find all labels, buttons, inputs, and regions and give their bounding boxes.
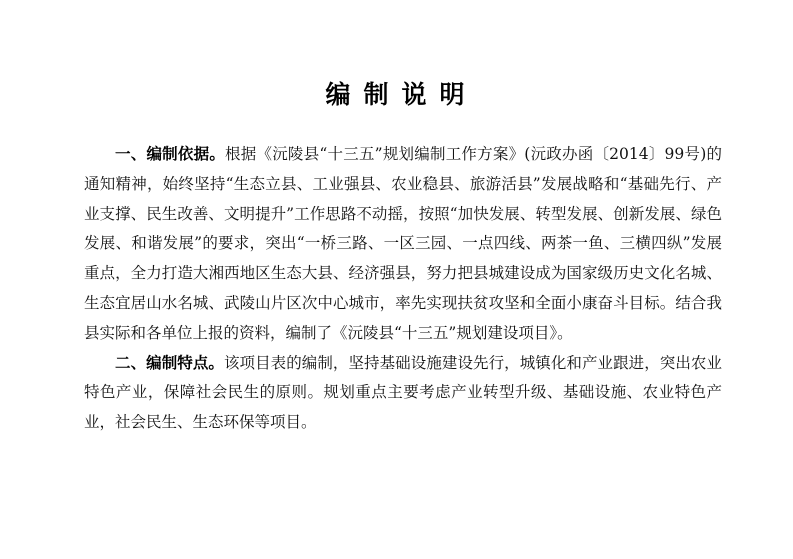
section-features-text: 该项目表的编制，坚持基础设施建设先行，城镇化和产业跟进，突出农业特色产业，保障社会民生的原则。规划重点主要考虑产业转型升级、基础设施、农业特色产业，社会民生、生态环保等项目。 [84,353,722,432]
section-basis-paragraph [84,140,722,349]
section-features-paragraph [84,349,722,438]
section-basis-text: 根据《沅陵县“十三五”规划编制工作方案》(沅政办函〔2014〕99号)的通知精神，始终坚持“生态立县、工业强县、农业稳县、旅游活县”发展战略和“基础先行、产业支撑、民生改善、文明提升”工作思路不动摇，按照“加快发展、转型发展、创新发展、绿色发展、和谐发展”的要求，突出“一桥三路、一区三园、一点四线、两茶一鱼、三横四纵”发展重点，全力打造大湘西地区生态大县、经济强县，努力把县城建设成为国家级历史文化名城、生态宜居山水名城、武陵山片区次中心城市，率先实现扶贫攻坚和全面小康奋斗目标。结合我县实际和各单位上报的资料，编制了《沅陵县“十三五”规划建设项目》。 [84,145,722,342]
section-features-heading: 二、编制特点。 [115,353,224,372]
document-title: 编制说明 [325,80,478,109]
section-basis-heading: 一、编制依据。 [115,145,226,163]
document-body [84,140,722,438]
